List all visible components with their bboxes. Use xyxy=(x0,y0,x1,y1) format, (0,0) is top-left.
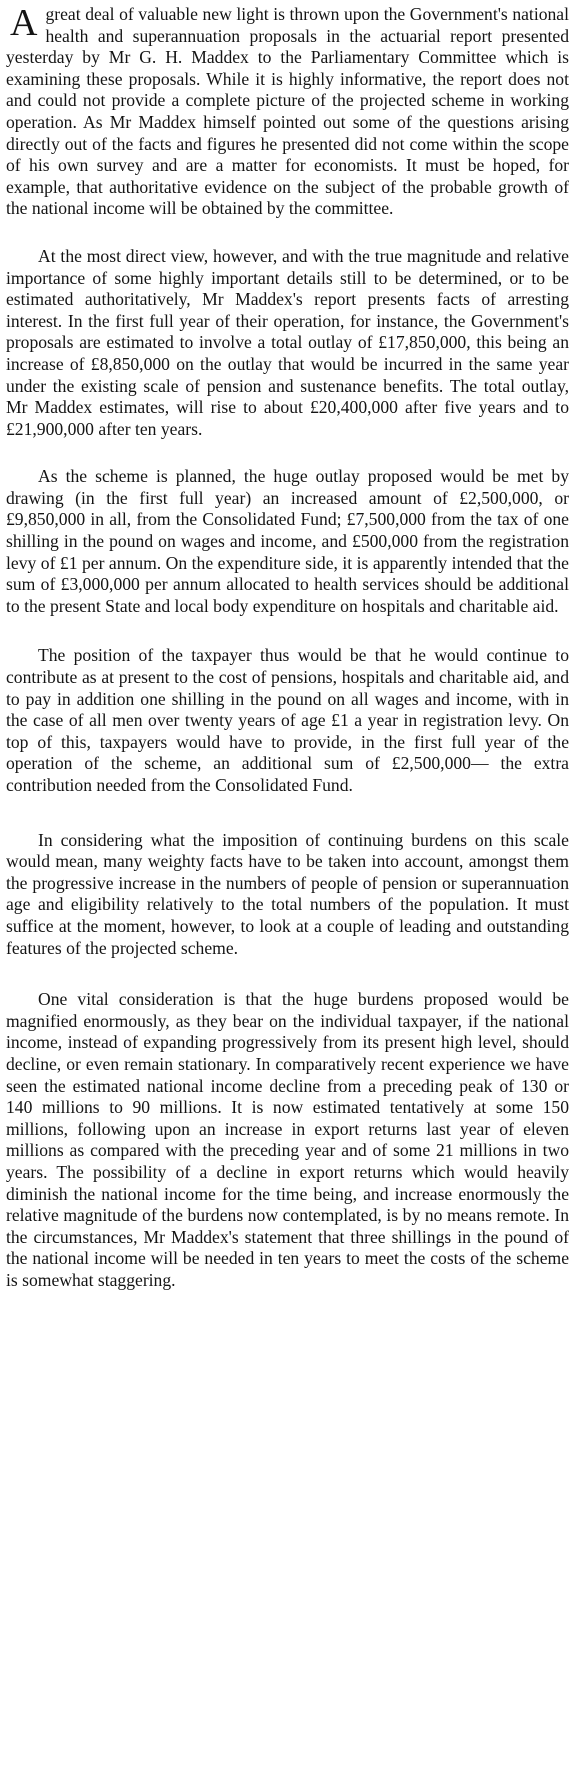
article-paragraph-5 xyxy=(6,830,569,960)
paragraph-text: As the scheme is planned, the huge outlay proposed would be met by drawing (in the first full year) an increased amount of £2,500,000, or £9,850,000 in all, from the Consolidated Fund; £7,500,000 from the tax of one shilling in the pound on wages and income, and £500,000 from the registration levy of £1 per annum. On the expenditure side, it is apparently intended that the sum of £3,000,000 per annum allocated to health services should be additional to the present State and local body expenditure on hospitals and charitable aid. xyxy=(6,466,569,616)
article-paragraph-6 xyxy=(6,989,569,1291)
article-paragraph-4 xyxy=(6,645,569,796)
paragraph-text: One vital consideration is that the huge burdens proposed would be magnified enormously, as they bear on the individual taxpayer, if the national income, instead of expanding progressively from its present high level, should decline, or even remain stationary. In comparatively recent experience we have seen the estimated national income decline from a preceding peak of 130 or 140 millions to 90 millions. It is now estimated tentatively at some 150 millions, following upon an increase in export returns last year of eleven millions as compared with the preceding year and of some 21 millions in two years. The possibility of a decline in export returns which would heavily diminish the national income for the time being, and increase enormously the relative magnitude of the burdens now contemplated, is by no means remote. In the circumstances, Mr Maddex's statement that three shillings in the pound of the national income will be needed in ten years to meet the costs of the scheme is somewhat staggering. xyxy=(6,989,569,1290)
drop-cap-letter: A xyxy=(10,2,38,44)
article-paragraph-1 xyxy=(6,4,569,220)
paragraph-text: The position of the taxpayer thus would be that he would continue to contribute as at present to the cost of pensions, hospitals and charitable aid, and to pay in addition one shilling in the pound on all wages and income, with in the case of all men over twenty years of age £1 a year in registration levy. On top of this, taxpayers would have to provide, in the first full year of the operation of the scheme, an additional sum of £2,500,000— the extra contribution needed from the Consolidated Fund. xyxy=(6,645,569,795)
article-paragraph-3 xyxy=(6,466,569,617)
article-paragraph-2 xyxy=(6,246,569,440)
paragraph-text: At the most direct view, however, and with the true magnitude and relative importance of some highly important details still to be determined, or to be estimated authoritatively, Mr Maddex's report presents facts of arresting interest. In the first full year of their operation, for instance, the Government's proposals are estimated to involve a total outlay of £17,850,000, this being an increase of £8,850,000 on the outlay that would be incurred in the same year under the existing scale of pension and sustenance benefits. The total outlay, Mr Maddex estimates, will rise to about £20,400,000 after five years and to £21,900,000 after ten years. xyxy=(6,245,569,439)
paragraph-text: great deal of valuable new light is thrown upon the Government's national health and superannuation proposals in the actuarial report presented yesterday by Mr G. H. Maddex to the Parliamentary Committee which is examining these proposals. While it is highly informative, the report does not and could not provide a complete picture of the projected scheme in working operation. As Mr Maddex himself pointed out some of the questions arising directly out of the facts and figures he presented did not come within the scope of his own survey and are a matter for economists. It must be hoped, for example, that authoritative evidence on the subject of the probable growth of the national income will be obtained by the committee. xyxy=(6,4,569,219)
paragraph-text: In considering what the imposition of continuing burdens on this scale would mean, many weighty facts have to be taken into account, amongst them the progressive increase in the numbers of people of pension or superannuation age and eligibility relatively to the total numbers of the population. It must suffice at the moment, however, to look at a couple of leading and outstanding features of the projected scheme. xyxy=(6,829,569,958)
